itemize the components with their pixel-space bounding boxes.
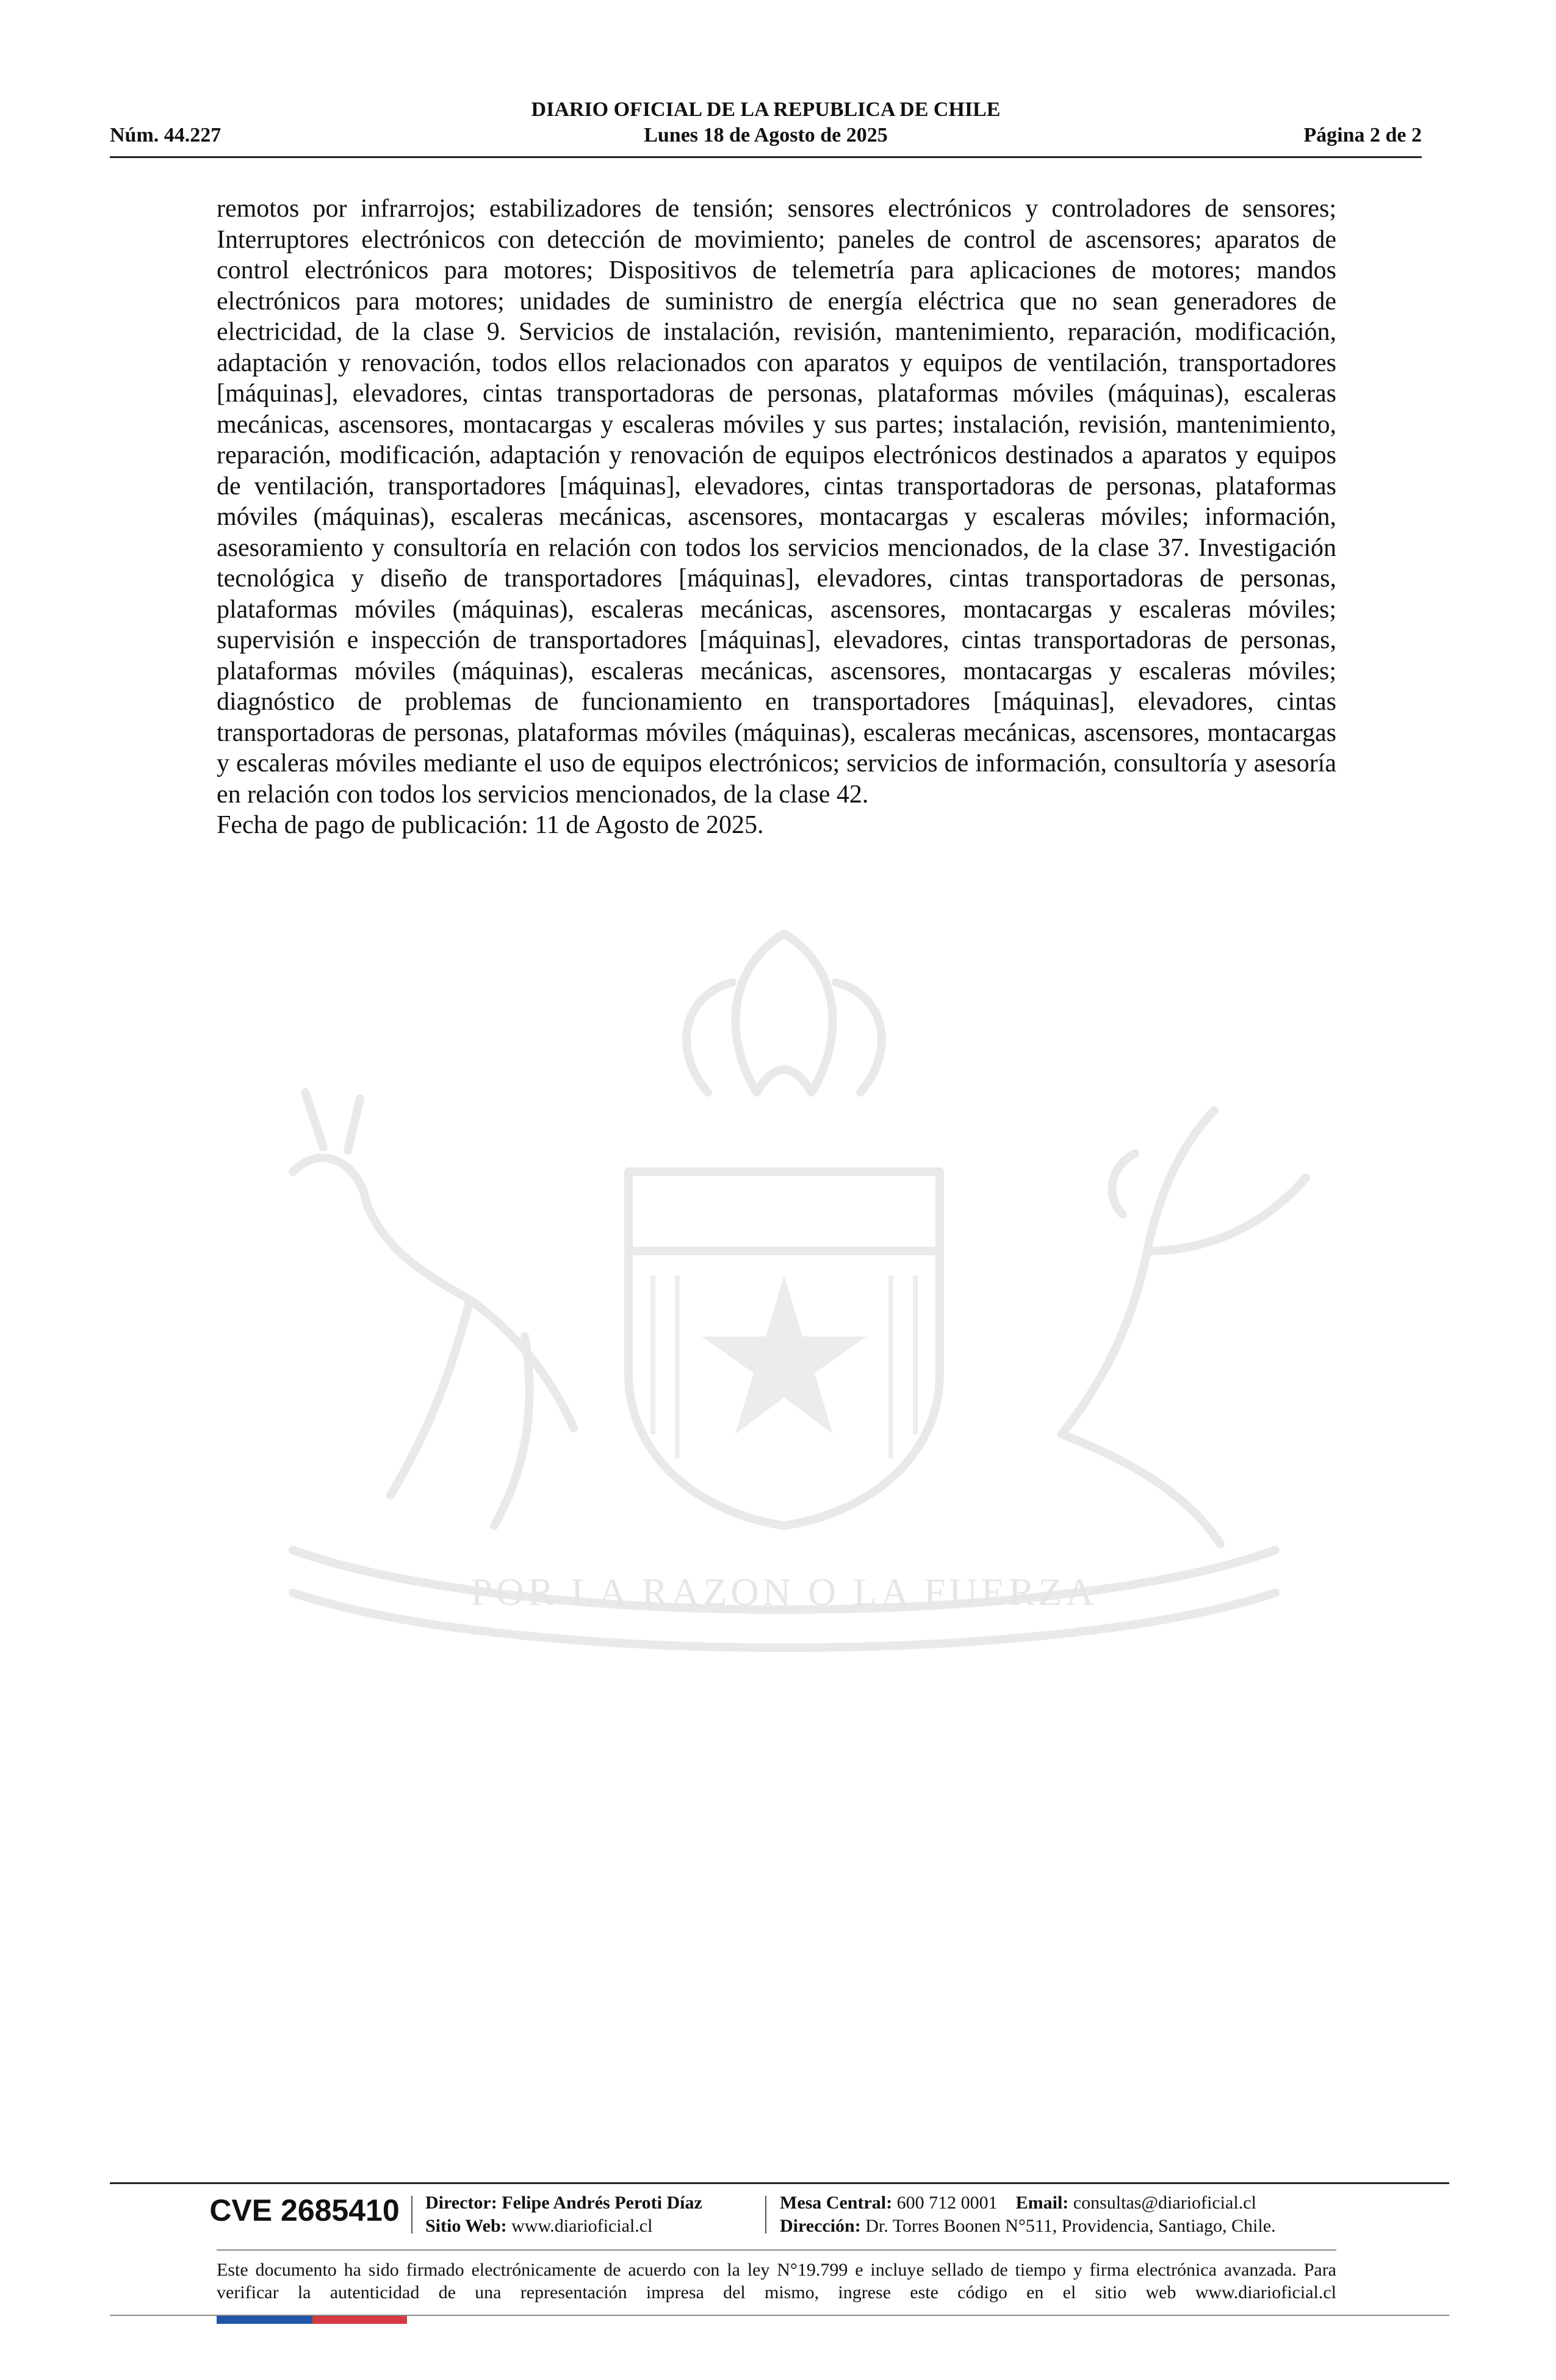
flag-stripe-red <box>312 2316 407 2324</box>
flag-stripe-blue <box>217 2316 312 2324</box>
website-link[interactable]: www.diarioficial.cl <box>511 2216 653 2236</box>
issue-number: Núm. 44.227 <box>110 124 222 146</box>
payment-date: Fecha de pago de publicación: 11 de Agosto de 2025. <box>217 811 764 839</box>
contact-line <box>780 2192 1256 2214</box>
page-indicator: Página 2 de 2 <box>1303 124 1422 146</box>
phone-label: Mesa Central: <box>780 2193 893 2213</box>
address-label: Dirección: <box>780 2216 861 2236</box>
phone-number: 600 712 0001 <box>896 2193 998 2213</box>
director-label: Director: <box>425 2193 497 2213</box>
email-label: Email: <box>1015 2193 1069 2213</box>
website-label: Sitio Web: <box>425 2216 507 2236</box>
website-line <box>425 2215 652 2237</box>
footer-separator <box>765 2196 766 2234</box>
publication-title: DIARIO OFICIAL DE LA REPUBLICA DE CHILE <box>531 98 1001 121</box>
page-header <box>110 93 1422 159</box>
address-text: Dr. Torres Boonen N°511, Providencia, Santiago, Chile. <box>865 2216 1276 2236</box>
notice-body <box>217 193 1336 841</box>
watermark-motto: POR LA RAZON O LA FUERZA <box>470 1570 1098 1614</box>
address-line <box>780 2215 1276 2237</box>
cve-code: CVE 2685410 <box>209 2193 400 2227</box>
footer-separator <box>411 2196 412 2234</box>
signature-notice: Este documento ha sido firmado electrónicamente de acuerdo con la ley N°19.799 e incluye sellado de tiempo y firma electrónica avanzada. Para verificar la autenticidad de una representación impresa del mismo, ingrese este código en el sitio web www.diarioficial.cl <box>217 2260 1336 2302</box>
notice-paragraph: remotos por infrarrojos; estabilizadores de tensión; sensores electrónicos y controladores de sensores; Interruptores electrónicos con detección de movimiento; paneles de control de ascensores; aparatos de control electrónicos para motores; Dispositivos de telemetría para aplicaciones de motores; mandos electrónicos para motores; unidades de suministro de energía eléctrica que no sean generadores de electricidad, de la clase 9. Servicios de instalación, revisión, mantenimiento, reparación, modificación, adaptación y renovación, todos ellos relacionados con aparatos y equipos de ventilación, transportadores [máquinas], elevadores, cintas transportadoras de personas, plataformas móviles (máquinas), escaleras mecánicas, ascensores, montacargas y escaleras móviles y sus partes; instalación, revisión, mantenimiento, reparación, modificación, adaptación y renovación de equipos electrónicos destinados a aparatos y equipos de ventilación, transportadores [máquinas], elevadores, cintas transportadoras de personas, plataformas móviles (máquinas), escaleras mecánicas, ascensores, montacargas y escaleras móviles; información, asesoramiento y consultoría en relación con todos los servicios mencionados, de la clase 37. Investigación tecnológica y diseño de transportadores [máquinas], elevadores, cintas transportadoras de personas, plataformas móviles (máquinas), escaleras mecánicas, ascensores, montacargas y escaleras móviles; supervisión e inspección de transportadores [máquinas], elevadores, cintas transportadoras de personas, plataformas móviles (máquinas), escaleras mecánicas, ascensores, montacargas y escaleras móviles; diagnóstico de problemas de funcionamiento en transportadores [máquinas], elevadores, cintas transportadoras de personas, plataformas móviles (máquinas), escaleras mecánicas, ascensores, montacargas y escaleras móviles mediante el uso de equipos electrónicos; servicios de información, consultoría y asesoría en relación con todos los servicios mencionados, de la clase 42. <box>217 195 1336 809</box>
email-link[interactable]: consultas@diarioficial.cl <box>1073 2193 1256 2213</box>
director-line <box>425 2192 702 2214</box>
footer-divider-top <box>110 2182 1449 2184</box>
publication-date: Lunes 18 de Agosto de 2025 <box>644 124 888 146</box>
coat-of-arms-watermark-icon <box>207 909 1361 1666</box>
footer-divider-mid <box>217 2249 1336 2251</box>
director-name: Felipe Andrés Peroti Díaz <box>502 2193 702 2213</box>
header-divider <box>110 156 1422 158</box>
